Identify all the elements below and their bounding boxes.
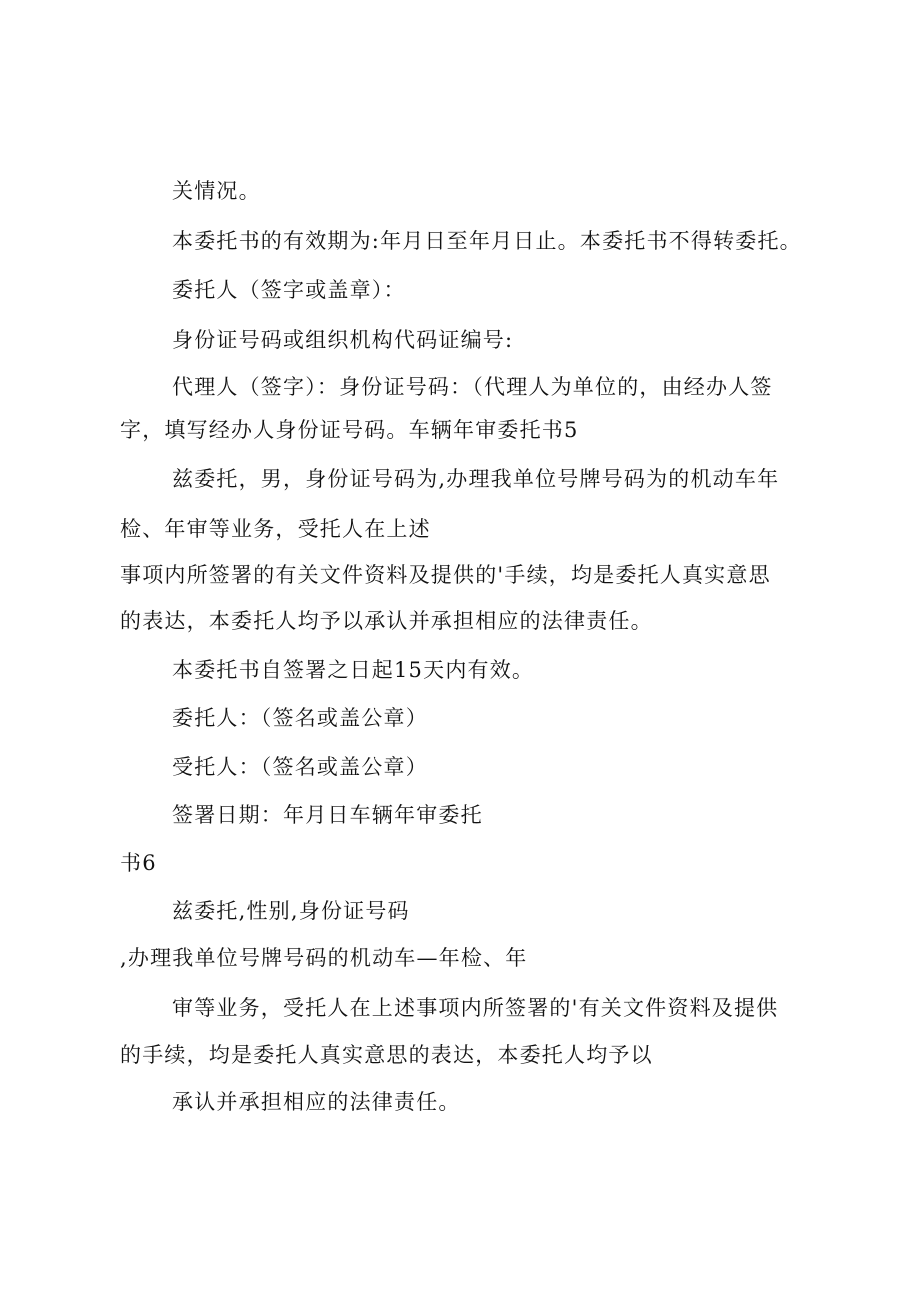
text-line: 委托人：（签名或盖公章） (172, 706, 428, 730)
text-line: 受托人：（签名或盖公章） (172, 755, 428, 779)
text-line: 书6 (120, 851, 157, 875)
text-line: 身份证号码或组织机构代码证编号: (172, 328, 514, 352)
text-line: 的手续，均是委托人真实意思的表达，本委托人均予以 (120, 1043, 653, 1067)
text-line: 代理人（签字）：身份证号码：（代理人为单位的，由经办人签 (172, 375, 773, 399)
text-line: 字，填写经办人身份证号码。车辆年审委托书5 (120, 418, 579, 442)
text-line: ,办理我单位号牌号码的机动车—年检、年 (120, 946, 528, 970)
text-line: 关情况。 (172, 179, 261, 203)
text-line: 本委托书的有效期为:年月日至年月日止。本委托书不得转委托。 (172, 229, 802, 253)
text-line: 委托人（签字或盖章）： (172, 278, 406, 302)
text-line: 检、年审等业务，受托人在上述 (120, 517, 431, 541)
text-line: 承认并承担相应的法律责任。 (172, 1090, 461, 1114)
text-line: 兹委托，男，身份证号码为,办理我单位号牌号码为的机动车年 (172, 467, 780, 491)
text-line: 本委托书自签署之日起15天内有效。 (172, 658, 535, 682)
text-line: 审等业务，受托人在上述事项内所签署的'有关文件资料及提供 (172, 996, 779, 1020)
text-line: 事项内所签署的有关文件资料及提供的'手续，均是委托人真实意思 (120, 563, 771, 587)
text-line: 签署日期：年月日车辆年审委托 (172, 803, 483, 827)
text-line: 兹委托,性别,身份证号码 (172, 899, 410, 923)
text-line: 的表达，本委托人均予以承认并承担相应的法律责任。 (120, 609, 653, 633)
